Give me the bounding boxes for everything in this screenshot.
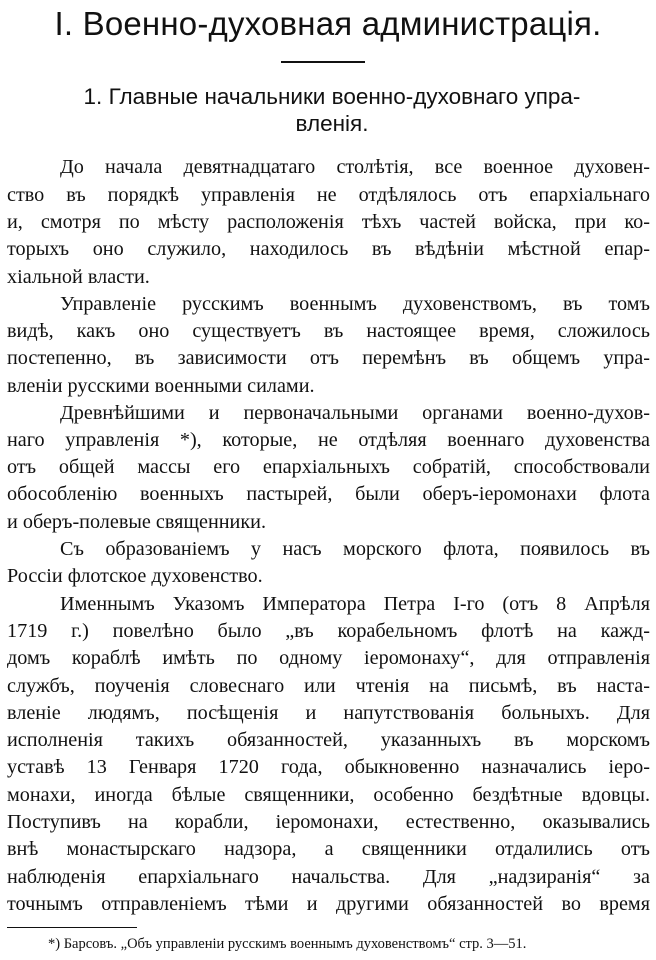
body-line: службъ, поученія словеснаго или чтенія на письмѣ, въ наста-: [7, 675, 650, 697]
body-line: вленіи русскими военными силами.: [7, 375, 315, 397]
body-line: ство въ порядкѣ управленія не отдѣлялось отъ епархіальнаго: [7, 184, 650, 206]
title-divider: [281, 61, 365, 63]
body-line: хіальной власти.: [7, 266, 150, 288]
body-line: Древнѣйшими и первоначальными органами военно-духов-: [60, 402, 650, 424]
body-line: и оберъ-полевые священники.: [7, 511, 267, 533]
body-line: Управленіе русскимъ военнымъ духовенствомъ, въ томъ: [60, 293, 650, 315]
body-line: видѣ, какъ оно существуетъ въ настоящее время, сложилось: [7, 320, 650, 342]
body-line: и, смотря по мѣсту расположенія тѣхъ частей войска, при ко-: [7, 211, 650, 233]
body-line: уставѣ 13 Генваря 1720 года, обыкновенно назначались іеро-: [7, 756, 650, 778]
body-line: монахи, иногда бѣлые священники, особенно бездѣтные вдовцы.: [7, 784, 650, 806]
body-line: Поступивъ на корабли, іеромонахи, естественно, оказывались: [7, 811, 650, 833]
footnote-divider: [7, 927, 137, 928]
body-line: Россіи флотское духовенство.: [7, 565, 263, 587]
footnote: *) Барсовъ. „Объ управленіи русскимъ военнымъ духовенствомъ“ стр. 3—51.: [48, 936, 527, 952]
body-line: 1719 г.) повелѣно было „въ корабельномъ флотѣ на кажд-: [7, 620, 650, 642]
body-line: внѣ монастырскаго надзора, а священники отдалились отъ: [7, 838, 650, 860]
body-line: вленіе людямъ, посѣщенія и напутствованія больныхъ. Для: [7, 702, 650, 724]
body-line: наблюденія епархіальнаго начальства. Для „надзиранія“ за: [7, 866, 650, 888]
chapter-heading-line-2: вленія.: [295, 111, 369, 136]
body-line: Съ образованіемъ у насъ морского флота, появилось въ: [60, 538, 650, 560]
body-line: Именнымъ Указомъ Императора Петра I-го (отъ 8 Апрѣля: [60, 593, 650, 615]
body-line: исполненія такихъ обязанностей, указанныхъ въ морскомъ: [7, 729, 650, 751]
body-line: обособленію военныхъ пастырей, были оберъ-іеромонахи флота: [7, 483, 650, 505]
body-line: отъ общей массы его епархіальныхъ собратій, способствовали: [7, 456, 650, 478]
section-title: I. Военно-духовная администрація.: [54, 5, 602, 42]
body-line: торыхъ оно служило, находилось въ вѣдѣніи мѣстной епар-: [7, 238, 650, 260]
body-line: постепенно, въ зависимости отъ перемѣнъ въ общемъ упра-: [7, 347, 650, 369]
body-line: До начала девятнадцатаго столѣтія, все военное духовен-: [60, 156, 650, 178]
chapter-heading-line-1: 1. Главные начальники военно-духовнаго упра-: [83, 84, 581, 109]
body-line: точнымъ отправленіемъ тѣми и другими обязанностей во время: [7, 893, 650, 915]
body-line: домъ кораблѣ имѣть по одному іеромонаху“, для отправленія: [7, 647, 650, 669]
body-line: наго управленія *), которые, не отдѣляя военнаго духовенства: [7, 429, 650, 451]
